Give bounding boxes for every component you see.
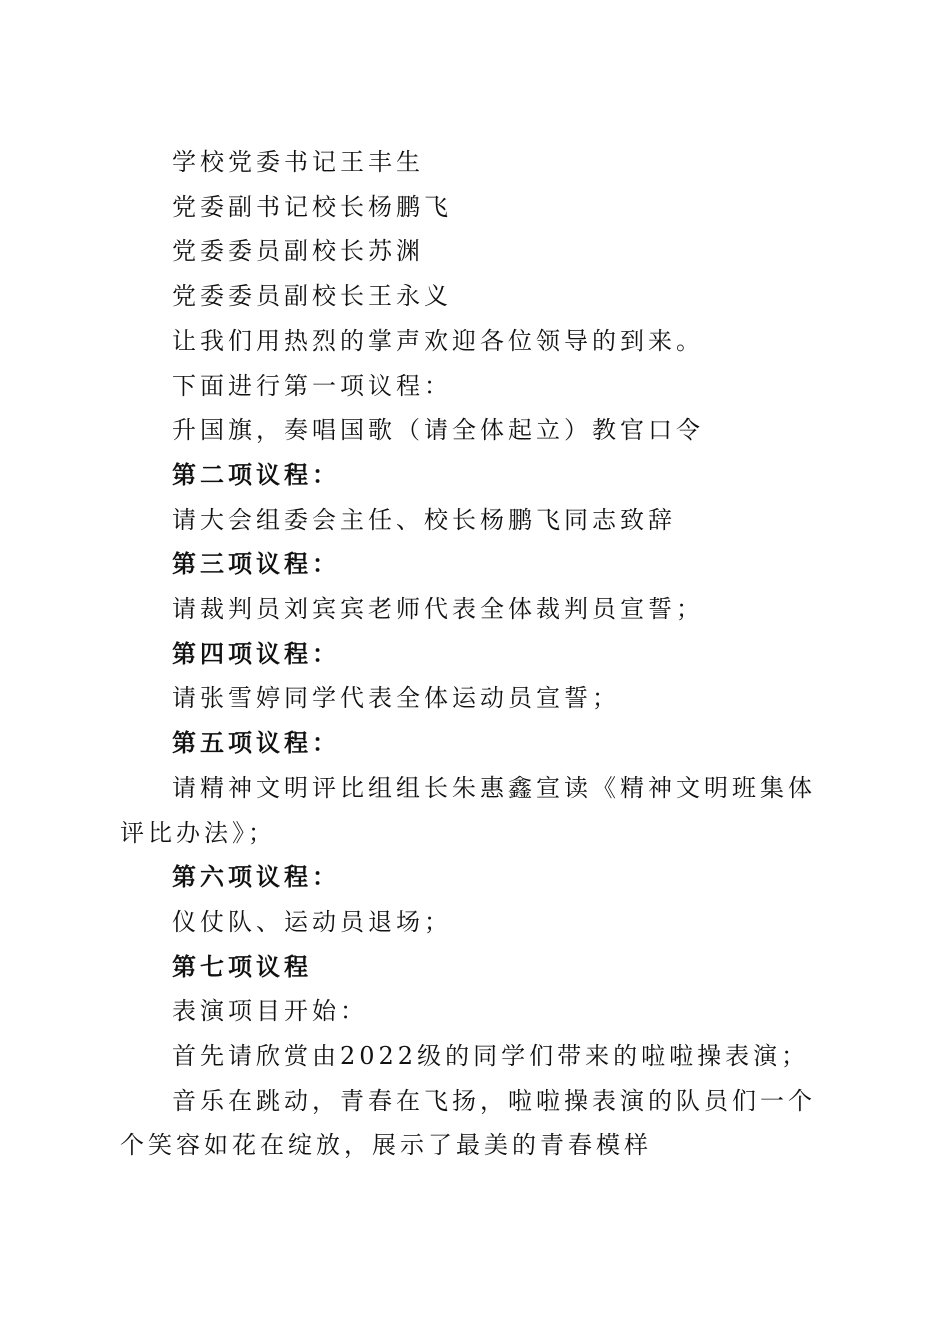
text-line: 党委副书记校长杨鹏飞: [172, 192, 452, 221]
text-line: 学校党委书记王丰生: [172, 148, 424, 176]
agenda-heading: 第二项议程：: [172, 460, 340, 489]
agenda-heading: 第六项议程：: [172, 863, 340, 892]
text-line: 表演项目开始：: [172, 997, 368, 1026]
text-line: 下面进行第一项议程：: [172, 371, 452, 400]
text-line: 请大会组委会主任、校长杨鹏飞同志致辞: [172, 505, 676, 534]
text-line: 仪仗队、运动员退场；: [172, 907, 452, 936]
text-line: 党委委员副校长王永义: [172, 282, 452, 311]
text-paragraph: 音乐在跳动，青春在飞扬，啦啦操表演的队员们一个个笑容如花在绽放，展示了最美的青春模样: [120, 1086, 816, 1160]
agenda-heading: 第三项议程：: [172, 550, 340, 579]
document-body: [120, 140, 830, 1168]
text-paragraph: 请精神文明评比组组长朱惠鑫宣读《精神文明班集体评比办法》；: [120, 773, 816, 847]
agenda-heading: 第五项议程：: [172, 729, 340, 758]
agenda-heading: 第四项议程：: [172, 639, 340, 668]
text-line: 让我们用热烈的掌声欢迎各位领导的到来。: [172, 326, 704, 355]
text-line: 首先请欣赏由2022级的同学们带来的啦啦操表演；: [172, 1042, 810, 1071]
text-line: 请裁判员刘宾宾老师代表全体裁判员宣誓；: [172, 595, 704, 624]
agenda-heading: 第七项议程: [172, 952, 312, 981]
text-line: 党委委员副校长苏渊: [172, 237, 424, 266]
text-line: 升国旗，奏唱国歌（请全体起立）教官口令: [172, 416, 704, 445]
text-line: 请张雪婷同学代表全体运动员宣誓；: [172, 684, 620, 713]
